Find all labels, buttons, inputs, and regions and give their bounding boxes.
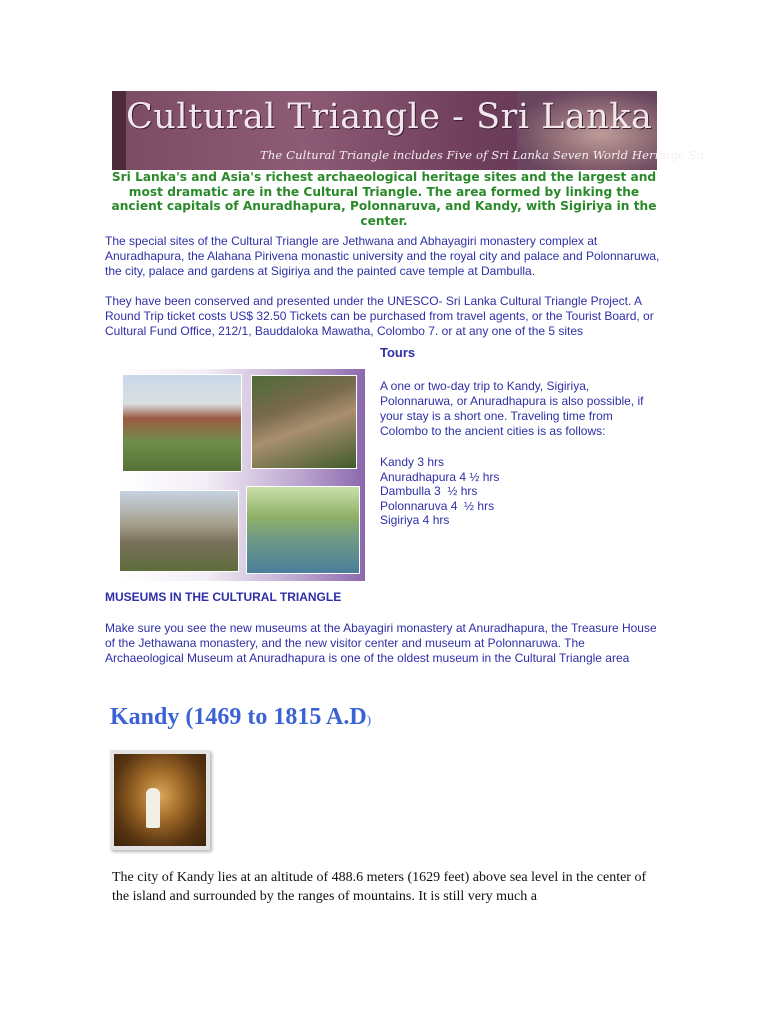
travel-time-item: Dambulla 3 ½ hrs (380, 484, 478, 498)
travel-times-list (380, 455, 499, 528)
travel-time-item: Sigiriya 4 hrs (380, 513, 450, 527)
kandy-paragraph: The city of Kandy lies at an altitude of 488.6 meters (1629 feet) above sea level in the center of the island and surrounded by the ranges of mountains. It is still very much a (112, 870, 647, 904)
kandy-heading-text: Kandy (1469 to 1815 A.D (110, 704, 367, 730)
travel-time-item: Kandy 3 hrs (380, 455, 445, 469)
heritage-photo-collage (119, 369, 365, 581)
figure-in-doorway (146, 788, 160, 828)
tours-heading: Tours (380, 345, 416, 360)
intro-paragraph: Sri Lanka's and Asia's richest archaeological heritage sites and the largest and most dramatic are in the Cultural Triangle. The area formed by linking the ancient capitals of Anuradhapura, Polonnaruva, and Kandy, with Sigiriya in the center. (111, 170, 657, 228)
header-banner (112, 91, 706, 170)
kandy-heading (110, 704, 371, 731)
conservation-paragraph: They have been conserved and presented under the UNESCO- Sri Lanka Cultural Triangle Project. A Round Trip ticket costs US$ 32.50 Tickets can be purchased from travel agents, or the Tourist Board, or Cultural Fund Office, 212/1, Bauddaloka Mawatha, Colombo 7. or at any one of the 5 sites (105, 294, 654, 338)
temple-door-photo (110, 750, 210, 850)
banner-title: Cultural Triangle - Sri Lanka (126, 97, 653, 137)
banner-subtitle: The Cultural Triangle includes Five of Sri Lanka Seven World Heritage Sit (260, 148, 706, 162)
ruins-photo (120, 491, 238, 571)
museums-heading: MUSEUMS IN THE CULTURAL TRIANGLE (105, 590, 342, 604)
special-sites-paragraph: The special sites of the Cultural Triangle are Jethwana and Abhayagiri monastery complex at Anuradhapura, the Alahana Pirivena monastic university and the royal city and palace and Polonnaruwa, the city, palace and gardens at Sigiriya and the painted cave temple at Dambulla. (105, 234, 660, 278)
temple-door-image (114, 754, 206, 846)
travel-time-item: Polonnaruva 4 ½ hrs (380, 498, 495, 513)
sigiriya-rock-photo (252, 376, 356, 468)
banner-left-image (112, 91, 126, 170)
kandy-heading-paren: ) (366, 712, 372, 727)
tours-paragraph: A one or two-day trip to Kandy, Sigiriya, Polonnaruwa, or Anuradhapura is also possible, if your stay is a short one. Traveling time from Colombo to the ancient cities is as follows: (380, 379, 644, 438)
travel-time-item: Anuradhapura 4 ½ hrs (380, 469, 500, 484)
museums-paragraph: Make sure you see the new museums at the Abayagiri monastery at Anuradhapura, the Treasure House of the Jethawana monastery, and the new visitor center and museum at Polonnaruwa. The Archaeological Museum at Anuradhapura is one of the oldest museum in the Cultural Triangle area (105, 621, 657, 665)
stupa-photo (123, 375, 241, 471)
kandy-lake-temple-photo (247, 487, 359, 573)
